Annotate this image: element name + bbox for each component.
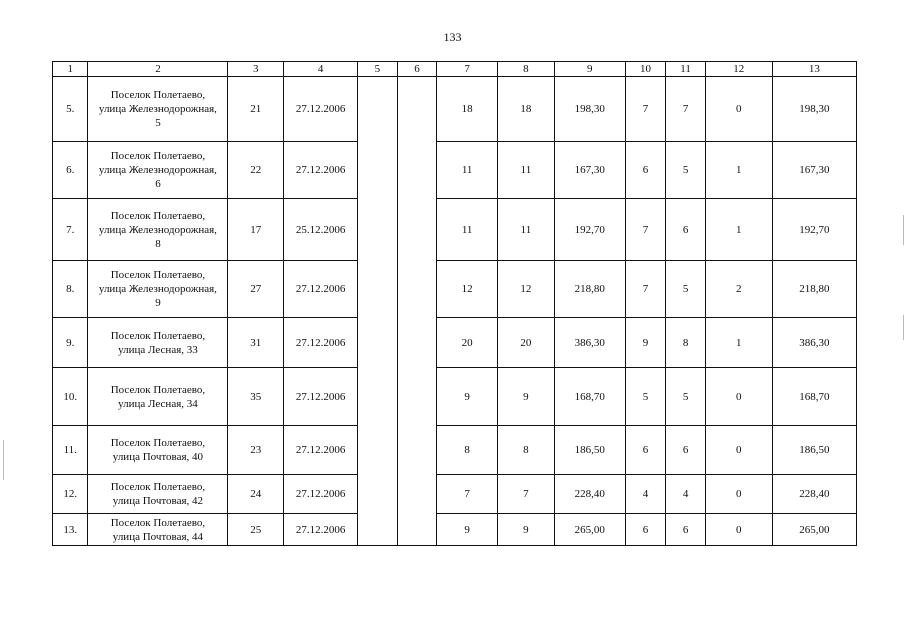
table-row: [53, 426, 857, 475]
date-cell: 27.12.2006: [284, 142, 358, 199]
cell-10: 7: [625, 77, 666, 142]
date-cell: 27.12.2006: [284, 368, 358, 426]
cell-10: 6: [625, 514, 666, 546]
cell-10: 4: [625, 475, 666, 514]
header-cell: 13: [772, 62, 856, 77]
cell-10: 7: [625, 199, 666, 261]
header-cell: 7: [437, 62, 498, 77]
cell-11: 6: [666, 199, 706, 261]
scan-mark: [903, 215, 904, 245]
address-cell: Поселок Полетаево, улица Лесная, 33: [88, 318, 228, 368]
cell-11: 5: [666, 368, 706, 426]
scan-mark: [3, 440, 4, 480]
table-row: [53, 475, 857, 514]
cell-10: 5: [625, 368, 666, 426]
header-cell: 3: [228, 62, 284, 77]
cell-13: 168,70: [772, 368, 856, 426]
cell-11: 8: [666, 318, 706, 368]
cell-7: 7: [437, 475, 498, 514]
date-cell: 27.12.2006: [284, 426, 358, 475]
address-cell: Поселок Полетаево, улица Железнодорожная, 6: [88, 142, 228, 199]
cell-7: 9: [437, 514, 498, 546]
address-cell: Поселок Полетаево, улица Почтовая, 42: [88, 475, 228, 514]
cell-12: 0: [705, 475, 772, 514]
cell-13: 167,30: [772, 142, 856, 199]
date-cell: 27.12.2006: [284, 261, 358, 318]
cell-9: 218,80: [554, 261, 625, 318]
cell-3: 25: [228, 514, 284, 546]
date-cell: 27.12.2006: [284, 475, 358, 514]
cell-12: 2: [705, 261, 772, 318]
housing-table: [52, 61, 857, 546]
cell-7: 8: [437, 426, 498, 475]
address-cell: Поселок Полетаево, улица Железнодорожная, 9: [88, 261, 228, 318]
address-cell: Поселок Полетаево, улица Почтовая, 40: [88, 426, 228, 475]
table-row: [53, 514, 857, 546]
cell-3: 35: [228, 368, 284, 426]
header-cell: 6: [397, 62, 437, 77]
cell-3: 27: [228, 261, 284, 318]
cell-3: 23: [228, 426, 284, 475]
cell-3: 17: [228, 199, 284, 261]
cell-8: 20: [498, 318, 555, 368]
cell-8: 8: [498, 426, 555, 475]
cell-9: 186,50: [554, 426, 625, 475]
scan-mark: [903, 315, 904, 340]
row-number: 6.: [53, 142, 88, 199]
cell-10: 6: [625, 142, 666, 199]
cell-9: 265,00: [554, 514, 625, 546]
table-row: [53, 318, 857, 368]
table-row: [53, 77, 857, 142]
cell-13: 218,80: [772, 261, 856, 318]
address-cell: Поселок Полетаево, улица Почтовая, 44: [88, 514, 228, 546]
row-number: 8.: [53, 261, 88, 318]
cell-8: 18: [498, 77, 555, 142]
cell-9: 192,70: [554, 199, 625, 261]
cell-10: 9: [625, 318, 666, 368]
cell-11: 6: [666, 514, 706, 546]
cell-13: 228,40: [772, 475, 856, 514]
cell-7: 20: [437, 318, 498, 368]
row-number: 5.: [53, 77, 88, 142]
cell-9: 386,30: [554, 318, 625, 368]
table-row: [53, 142, 857, 199]
cell-9: 228,40: [554, 475, 625, 514]
cell-6-merged: [397, 77, 437, 546]
cell-12: 0: [705, 368, 772, 426]
cell-8: 7: [498, 475, 555, 514]
cell-3: 31: [228, 318, 284, 368]
table-row: [53, 199, 857, 261]
header-cell: 5: [358, 62, 398, 77]
cell-13: 198,30: [772, 77, 856, 142]
address-cell: Поселок Полетаево, улица Лесная, 34: [88, 368, 228, 426]
address-cell: Поселок Полетаево, улица Железнодорожная, 5: [88, 77, 228, 142]
date-cell: 27.12.2006: [284, 77, 358, 142]
row-number: 12.: [53, 475, 88, 514]
cell-11: 7: [666, 77, 706, 142]
cell-3: 22: [228, 142, 284, 199]
header-cell: 11: [666, 62, 706, 77]
header-cell: 1: [53, 62, 88, 77]
date-cell: 27.12.2006: [284, 318, 358, 368]
row-number: 7.: [53, 199, 88, 261]
cell-7: 9: [437, 368, 498, 426]
cell-10: 7: [625, 261, 666, 318]
header-cell: 9: [554, 62, 625, 77]
cell-9: 198,30: [554, 77, 625, 142]
header-row: [53, 62, 857, 77]
table-row: [53, 368, 857, 426]
cell-13: 186,50: [772, 426, 856, 475]
cell-5-merged: [358, 77, 398, 546]
cell-12: 1: [705, 142, 772, 199]
page-number: 133: [443, 30, 462, 44]
cell-7: 12: [437, 261, 498, 318]
row-number: 9.: [53, 318, 88, 368]
cell-12: 0: [705, 514, 772, 546]
cell-10: 6: [625, 426, 666, 475]
cell-8: 9: [498, 368, 555, 426]
cell-12: 0: [705, 426, 772, 475]
row-number: 11.: [53, 426, 88, 475]
cell-11: 5: [666, 142, 706, 199]
cell-13: 386,30: [772, 318, 856, 368]
cell-11: 6: [666, 426, 706, 475]
cell-3: 24: [228, 475, 284, 514]
cell-8: 9: [498, 514, 555, 546]
date-cell: 27.12.2006: [284, 514, 358, 546]
cell-12: 0: [705, 77, 772, 142]
address-cell: Поселок Полетаево, улица Железнодорожная, 8: [88, 199, 228, 261]
row-number: 10.: [53, 368, 88, 426]
header-cell: 8: [498, 62, 555, 77]
cell-9: 168,70: [554, 368, 625, 426]
cell-7: 18: [437, 77, 498, 142]
header-cell: 2: [88, 62, 228, 77]
table-row: [53, 261, 857, 318]
date-cell: 25.12.2006: [284, 199, 358, 261]
cell-12: 1: [705, 318, 772, 368]
header-cell: 10: [625, 62, 666, 77]
header-cell: 12: [705, 62, 772, 77]
cell-7: 11: [437, 199, 498, 261]
cell-8: 11: [498, 199, 555, 261]
cell-7: 11: [437, 142, 498, 199]
cell-11: 4: [666, 475, 706, 514]
cell-3: 21: [228, 77, 284, 142]
cell-12: 1: [705, 199, 772, 261]
cell-13: 265,00: [772, 514, 856, 546]
cell-8: 11: [498, 142, 555, 199]
header-cell: 4: [284, 62, 358, 77]
cell-13: 192,70: [772, 199, 856, 261]
cell-11: 5: [666, 261, 706, 318]
cell-8: 12: [498, 261, 555, 318]
cell-9: 167,30: [554, 142, 625, 199]
row-number: 13.: [53, 514, 88, 546]
